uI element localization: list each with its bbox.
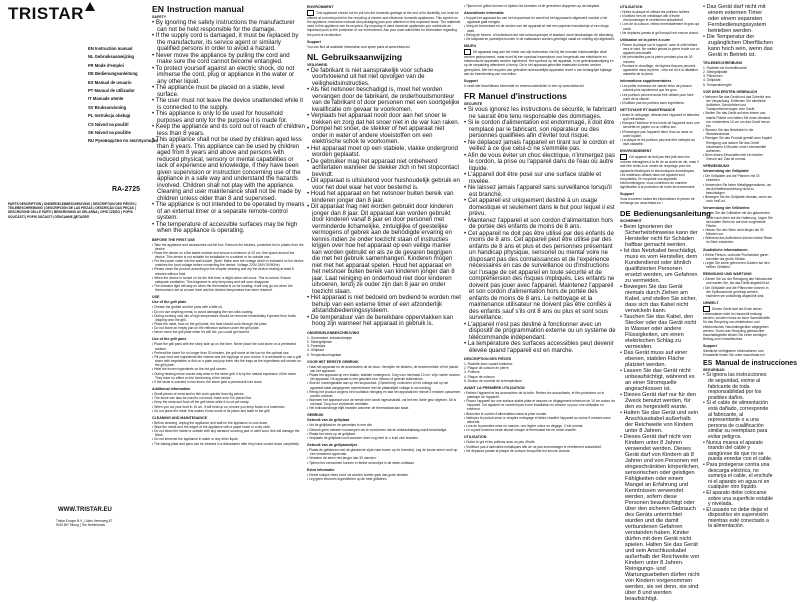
subheading: Zusätzliche Informationen [703,247,748,252]
subheading: Informations supplémentaires [620,79,672,84]
heading: NETTOYAGE ET MAINTENANCE [620,107,676,112]
heading: VEILIGHEID [307,62,328,67]
list-item: • To protect yourself against an electric shock, do not immerse the cord, plug or appliance in the water or any other liquid. [152,66,305,86]
list-item: • Beim Ignorieren der Sicherheitshinweise kann der Hersteller nicht für Schäden haftbar gemacht werden. [620,224,700,248]
list-item: • Para protegerse contra una descarga eléctrica, no sumerja el cable, el enchufe ni el aparato en agua ni en cualquier otro líquido. [703,463,773,491]
list-item: • Het indicatorlampje blijft branden wanneer de thermostaat aan staat. [307,406,461,410]
heading: UMWELT [703,301,719,306]
heading: REINIGUNG UND WARTUNG [703,272,752,277]
list-item: • Put the power cable into the wall socket. (Note: Make sure the voltage which is indicated on the device matches the local voltage before connecting the device. Voltage 220V-240V 50/60Hz) [152,259,305,267]
support-text: Sämtliche verfügbaren Informationen und Ersatzteile finden Sie unter www.tristar.eu! [703,349,765,358]
list-item: • Pendant le chauffage, de légères fissures peuvent apparaître dans la pierre ; cela est dû à la dilatation naturelle de la pierre. [620,64,700,76]
safety-list-en [152,20,305,235]
section-title-de: DE Bedienungsanleitung [620,208,711,218]
list-item: • Never move the appliance by pulling the cord and make sure the cord cannot become entangled. [152,53,305,66]
section-title-es: ES Manual de instrucciones [703,360,798,368]
list-item: • Branchez le cordon d'alimentation dans la prise murale. [464,412,617,416]
list-item: 5. Temperaturregler [703,82,732,87]
list-item: • Verplaats het apparaat nooit door aan het snoer te trekken en zorg dat het snoer niet in de war kan raken. [307,113,461,126]
list-item: • The indicator light will stay on when the thermostat is on for heating; it will only go out when the thermostat is set at a lower level and the desired temperature has been reached. [152,284,305,292]
before-list-fr [464,391,617,433]
list-item: 5. Bouton de contrôle de la température [464,378,523,383]
list-item: • Kleine Fleisch- und/oder Fischstücke garen schneller als große Stücke. [703,253,773,261]
list-item: • N'immergez pas l'appareil dans l'eau ou dans un autre liquide. [620,130,700,138]
list-item: • La plaque et les poêlons peuvent être nettoyés au lave-vaisselle. [620,138,700,146]
list-item: • Wipe the inside and the edges of the appliance with a paper towel or a dry cloth. [152,425,305,429]
list-item: • Take the appliance and accessories out the box. Remove the stickers, protective foil or plastic from the device. [152,243,305,251]
logo-triangle-icon [85,2,95,11]
list-item: • Never move the grill plate when it's still hot; you could get burned. [152,330,305,334]
list-item: • Les petits morceaux de viande et/ou de poisson cuisent plus rapidement que les gros. [620,84,700,92]
list-item: 3. Poêlons [464,370,480,375]
list-item: • Les poêlons peuvent aussi être utilisés pour faire cuire de la viande. [620,93,700,101]
heading: Support [307,39,321,44]
list-item: • De gebruiker mag het apparaat niet onbeheerd achterlaten wanneer de stekker zich in het stopcontact bevindt. [307,159,461,179]
list-item: • Keep the meat and food off the grill stone while it is not yet ready. [152,400,305,404]
toc-item: ES Manual de usuario [88,79,132,85]
list-item: • When the device is turned on for the first time, a slight odour will occur. This is normal. Ensure adequate ventilation. This fragrance is only temporary and will soon disappear. [152,276,305,284]
subheading: Verwendung der Grillplatte [703,169,749,174]
list-item: • Dompel het snoer, de stekker of het apparaat niet onder in water of andere vloeistoffen om een elektrische schok te voorkomen. [307,126,461,146]
list-item: • Leg geen bevroren ingrediënten op de hete grillsteen. [307,477,461,481]
subheading: Use of the grill plate [152,300,187,305]
list-item: • Verwarm de steen niet langer dan 30 minuten. [307,456,461,460]
subheading: Aanvullende informatie [464,11,504,16]
list-item: • Lors de la première mise en marche, une légère odeur se dégage. C'est normal. [464,424,617,428]
list-item: • Huilez le gril et les poêlons avec un peu d'huile. [464,440,617,444]
parts-list-fr [464,362,617,383]
list-item: • Das Gerät muss auf einer ebenen, stabilen Fläche platziert werden. [620,350,700,368]
column-en [152,4,305,571]
subheading: Additional information [152,387,191,392]
list-item: • N'utilisez pas les poêlons sans ingrédients. [620,101,700,105]
list-item: • The stone can also be used to cut meat, make sure it is placed flat. [152,396,305,400]
list-item: • This appliance shall not be used by children aged less than 8 years. This appliance can be used by children aged from 8 years and above and persons with reduced physical, sensory or mental capabilities or lack of experience and knowledge, if they have been given supervision or instruction concerning use of the appliance in a safe way and understand the hazards involved. Children shall not play with the appliance. Cleaning and user maintenance shall not be made by children unless older than 8 and supervised. [152,137,305,202]
list-item: • The appliance is not intended to be operated by means of an external timer or a separate remote-control system. [152,202,305,222]
list-item: • Beim ersten Einschalten tritt ein leichter Geruch auf. Das ist normal. [703,153,773,161]
info-list-de [703,253,773,270]
list-item: • Si el cable de alimentación está dañado, corresponde al fabricante, al representante o a una persona de cualificación similar su reemplazo para evitar peligros. [703,401,773,440]
list-item: • During cooking only oils of high temperature should be removed immediately if grease from foods dripping onto the grill. [152,314,305,322]
heading: Support [703,344,717,349]
tristar-logo: TRISTAR [8,4,95,24]
list-item: 3. Pannetjes [307,344,326,349]
heading: VERWENDUNG [703,164,730,169]
list-item: • Ne laissez jamais l'appareil sans surveillance lorsqu'il est branché. [464,185,617,198]
list-item: • Tijdens het verwarmen kunnen er kleine scheurtjes in de steen ontstaan. [307,461,461,465]
list-item: • Ist das Netzkabel beschädigt, muss es vom Hersteller, dem Kundendienst oder ähnlich qualifizierten Personen ersetzt werden, um Gefahren zu vermeiden. [620,248,700,284]
heading: UTILISATION [464,435,487,440]
support-text: U vindt alle beschikbare informatie en reserveonderdelen in een op www.tristar.eu! [464,83,585,88]
contact-address [56,519,150,528]
list-item: • Plaats het apparaat op een vlakke, stabiele ondergrond. Zorg voor minimaal 10 cm. vrije ruimte rondom het apparaat. Dit apparaat is niet geschikt voor inbouw of gebruik buitenshuis. [307,373,461,381]
list-item: 4. Grillplatte [703,78,721,83]
list-item: • This appliance is only to be used for household purposes and only for the purpose it is made for. [152,111,305,124]
list-item: • Vet de grillplaat en de pannetjes in met olie. [307,423,461,427]
heading: DESCRIPTION DES PIÈCES [464,357,512,362]
list-item: • Ne déplacez jamais l'appareil en tirant sur le cordon et veillez à ce que celui-ci ne s'emmêle pas. [464,140,617,153]
list-item: • If the supply cord is damaged, it must be replaced by the manufacturer, its service agent or similarly qualified persons in order to avoid a hazard. [152,33,305,53]
list-item: 1. Raclette avec voyant lumineux [464,362,513,367]
heading: Support [464,78,478,83]
address-line: Tristar Europe B.V. | Jules Verneweg 87 [56,519,113,523]
stone-list-de [703,211,773,244]
heading: AVANT LA PREMIÈRE UTILISATION [464,385,525,390]
list-item: • Reinig de binnen- of buitenkant niet met schuursponsjes of staalwol, deze beschadigen de afwerking. [464,33,617,37]
list-item: 1. Gourmetset, indicatorlampje [307,335,352,340]
list-item: • Do not immerse the appliance in water or any other liquid. [152,437,305,441]
subheading: Extra informatie [307,467,335,472]
list-item: • Avant le nettoyage, débranchez l'appareil et attendez qu'il refroidisse. [620,113,700,121]
list-item: • Do not place the meat; this makes it lose some of its juices and taste to the grill. [152,409,305,413]
list-item: • When you cut your food in 15 cm. it will heat up so; ensure you keep foods to a maximum. [152,405,305,409]
list-item: • Houd het apparaat en het netsnoer buiten bereik van kinderen jonger dan 8 jaar. [307,191,461,204]
list-item: • De fabrikant is niet aansprakelijk voor schade voortvloeiend uit het niet opvolgen van de veiligheidsinstructies. [307,68,461,88]
cleaning-list-nl [464,16,617,41]
list-item: • Si vous ignorez les instructions de sécurité, le fabricant ne saurait être tenu responsable des dommages. [464,107,617,120]
weee-bin-icon: Dieses Gerät darf am Ende seiner Lebensdauer nicht im Hausmüll entsorgt werden, sondern muss an einer Sammelstelle für das Recycling von elektrischen und elektronischen Haushaltsgeräten abgegeben werden. Durch das Recycling gebrauchter Haushaltsgeräte leisten Sie einen wichtigen Beitrag zum Umweltschutz. [703,306,773,341]
list-item: • Gebruik geen metalen voorwerpen om te voorkomen dat de antiaanbaklaag wordt beschadigd. [307,428,461,432]
heading: SEGURIDAD [703,368,725,373]
list-item: • Lassen Sie das Gerät nicht unbeaufsichtigt, während es an einer Stromquelle angeschlossen ist. [620,368,700,392]
toc-item: IT Manuale utente [88,96,124,102]
grill-list-en [152,305,305,334]
list-item: • Dit apparaat is uitsluitend voor huishoudelijk gebruik en voor het doel waar het voor bestemd is. [307,178,461,191]
list-item: • Cet appareil ne doit pas être utilisé par des enfants de moins de 8 ans. Cet appareil peut être utilisé par des enfants de 8 ans et plus et des personnes présentant un handicap physique, sensoriel ou mental voire ne disposant pas des connaissances et de l'expérience nécessaires en cas de surveillance ou d'instructions sur l'usage de cet appareil en toute sécurité et de compréhension des risques impliqués. Les enfants ne doivent pas jouer avec l'appareil. Maintenez l'appareil et son cordon d'alimentation hors de portée des enfants de moins de 8 ans. Le nettoyage et la maintenance utilisateur ne doivent pas être confiés à des enfants sauf s'ils ont 8 ans ou plus et sont sous surveillance. [464,231,617,322]
toc-item: PL Instrukcja obsługi [88,113,131,119]
heading: USE [152,295,160,300]
list-item: • Essuyez l'intérieur et les bords de l'appareil avec une serviette en papier ou un chiffon sec. [620,121,700,129]
list-item: • Verplaats de grillplaat nooit wanneer deze nog heet is; u kunt zich branden. [307,436,461,440]
list-item: • Fill your food and ingredients like cheese and the toppings of your choice. It is advisable to use a grill stone with vegetables or fish on a plate and pop them into the trays as the ingredients will remain on the grill plate. [152,355,305,367]
heading: VOR DEM ERSTEN GEBRAUCH [703,89,758,94]
list-item: • El usuario no debe dejar el dispositivo sin supervisión mientras esté conectado a la alimentación. [703,508,773,530]
list-item: • Veeg de binnenkant en de randen van het apparaat af met een papieren handdoekje of een droge doek. [464,24,617,32]
list-item: • L'appareil n'est pas destiné à fonctionner avec un dispositif de programmation externe ou un système de télécommande indépendant. [464,322,617,342]
weee-bin-icon: Dit apparaat mag aan het einde van zijn levensduur niet bij het normale huishoudelijke afval worden gedeponeerd, maar moet bij een speciaal inzamelpunt voor hergebruik van elektrische en elektronische apparaten worden ingeleverd. Het symbool op het apparaat, in de gebruiksaanwijzing en op de verpakking attendeert u hierop. De in het apparaat gebruikte materialen kunnen worden gerecycled. Met het recyclen van gebruikte huishoudelijke apparaten levert u een belangrijke bijdrage aan de bescherming van ons milieu. [464,49,617,76]
list-item: • The user must not leave the device unattended while it is connected to the supply. [152,98,305,111]
list-item: • Dieses Gerät darf nicht von Kindern unter 8 Jahren verwendet werden. Dieses Gerät darf von Kindern ab 8 Jahren und von Personen mit eingeschränkten körperlichen, sensorischen oder geistigen Fähigkeiten oder einem Mangel an Erfahrung und Kenntnissen verwendet werden, sofern diese Personen beaufsichtigt oder über den sicheren Gebrauch des Geräts unterrichtet wurden und die damit verbundenen Gefahren verstanden haben. Kinder dürfen mit dem Gerät nicht spielen. Halten Sie das Gerät und sein Anschlusskabel außerhalb der Reichweite von Kindern unter 8 Jahren. Reinigungs- und Wartungsarbeiten dürfen nicht von Kindern vorgenommen werden, sie sei denn, sie sind über 8 und werden beaufsichtigt. [620,434,700,602]
section-title-nl: NL Gebruiksaanwijzing [307,51,403,62]
list-item: • Do not leave an empty pan on the reflection surface under the grill plate. [152,326,305,330]
support-text: You can find all available information and spare parts at www.tristar.eu! [307,44,411,49]
list-item: • By ignoring the safety instructions the manufacturer can not be held responsible for the damage. [152,20,305,33]
use-list-fr [464,440,617,452]
list-item: • Kleine stukjes vlees en/of vis worden sneller gaar dan grote stukken. [307,473,461,477]
list-item: • Wanneer het apparaat voor de eerste keer wordt ingeschakeld, zal het een lichte geur afgeven. Dit is normaal. Zorg voor voldoende ventilatie. [307,398,461,406]
list-item: • Cet appareil est uniquement destiné à un usage domestique et seulement dans le but pour lequel il est prévu. [464,198,617,218]
section-title-fr: FR Manuel d'instructions [464,91,567,102]
heading: SICHERHEIT [620,218,642,223]
list-item: • Place the grill pans with the shiny side up on the farm. Never place the cold stone on a preheated surface. [152,342,305,350]
list-item: • Retirez l'appareil et les accessoires de la boîte. Retirez les autocollants, le film protecteur ou le plastique de l'appareil. [464,391,617,399]
list-item: • Do not clean the inside or outside with any abrasive scouring pad or steel wool, this will damage the finish. [152,429,305,437]
subheading: Utilisation de la pierre à cuire [620,37,671,42]
heading: MILIEU [464,44,477,49]
list-item: 2. Plaque de cuisson en pierre [464,366,509,371]
list-item: • Verwenden Sie keine Metallgegenstände, um die Antihaftbeschichtung nicht zu beschädigen. [703,183,773,195]
list-item: • Haal het apparaat en de accessoires uit de doos. Verwijder de stickers, de beschermfolie of het plastic van het apparaat. [307,365,461,373]
list-item: • Ne préchauffez pas la pierre pendant plus de 30 minutes. [620,55,700,63]
list-item: • Als het netsnoer beschadigd is, moet het worden vervangen door de fabrikant, de onderhoudsmonteur van de fabrikant of door personen met een soortgelijke kwalificatie om gevaar te voorkomen. [307,87,461,113]
support-text: Vous trouverez toutes les informations et pièces de rechange sur www.tristar.eu ! [620,197,695,206]
list-item: • N'utilisez pas d'ustensiles métalliques afin de ne pas endommager le revêtement antiadhésif. [464,445,617,449]
list-item: • Heizen Sie den Stein nicht länger als 30 Minuten vor. [703,228,773,236]
list-item: 5. Temperatuurregelaar [307,352,342,357]
list-item: • Dit apparaat mag niet worden gebruikt door kinderen jonger dan 8 jaar. Dit apparaat kan worden gebruikt door kinderen vanaf 8 jaar en door personen met verminderde lichamelijke, zintuiglijke of geestelijke vermogens of gebrek aan de benodigde ervaring en kennis indien ze onder toezicht staan of instructies krijgen over hoe het apparaat op een veilige manier kan worden gebruikt en als ze de gevaren begrijpen die met het gebruik samenhangen. Kinderen mogen niet met het apparaat spelen. Houd het apparaat en het netsnoer buiten bereik van kinderen jonger dan 8 jaar. Laat reiniging en onderhoud niet door kinderen uitvoeren, tenzij ze ouder zijn dan 8 jaar en onder toezicht staan. [307,204,461,295]
list-item: • Small pieces of meat and/or fish cook quicker than big pieces. [152,392,305,396]
list-item: • Die Grillplatte und die Pfannen mit Öl einreiben. [703,174,773,182]
heading: CLEANING AND MAINTENANCE [152,415,207,420]
safety-list-de [620,224,700,602]
list-item: • The baking plate and pans can be cleaned in a dishwasher after they have cooled down completely. [152,442,305,446]
list-item: • Während des Aufheizens können kleine Risse im Stein entstehen. [703,236,773,244]
list-item: • Reinigen Sie das Produkt gemäß dem Kapitel Reinigung und lassen Sie das Gerät mindestens 5 Minuten ohne Lebensmittel aufheizen. [703,136,773,153]
subheading: Gebruik van de grillpannetjes [307,443,358,448]
list-item: • Ziehen Sie vor der Reinigung den Netzstecker und warten Sie, bis das Gerät abgekühlt ist. [703,277,773,285]
weee-bin-icon: Cet appareil ne doit pas être jeté avec les ordures ménagères à la fin de sa durée de vie, mais il doit être remis à un centre de recyclage pour les appareils électriques et électroniques domestiques. Les matériaux utilisés dans cet appareil sont recyclables. En recyclant vos appareils électroménagers, vous contribuez de manière significative à la protection de notre environnement. [620,155,699,190]
list-item: • Do not use anything metal, to avoid damaging the non-stick coating. [152,310,305,314]
list-item: 1. Raclette mit Kontrollleuchte [703,66,747,70]
heading: GEBRUIK [307,413,324,418]
use-list-fr-cont [620,10,700,35]
parts-description-heading: PARTS DESCRIPTION | ONDERDELENBESCHRIJVING | DESCRIPTION DES PIÈCES | TEILEBESCHREIBUNG | DESCRIPCIÓN DE LAS PIEZAS | DESCRIÇÃO DAS PEÇAS | DESCRIZIONE DELLE PARTI | BESKRIVNING AV DELARNA | OPIS CZĘŚCI | POPIS SOUČÁSTÍ | POPIS SÚČASTÍ | ОПИСАНИЕ ДЕТАЛЕЙ [8,202,137,219]
list-item: • El aparato debe colocarse sobre una superficie estable y nivelada. [703,491,773,508]
address-line: 5015 BH Tilburg | The Netherlands [56,523,105,528]
list-item: • Si le cordon d'alimentation est endommagé, il doit être remplacé par le fabricant, son réparateur ou des personnes qualifiées afin d'éviter tout risque. [464,120,617,140]
list-item: • If the stone is cracked in two times, the stone gets a permanent hair crack. [152,380,305,384]
parts-list-de [703,66,773,87]
heading: Support [620,192,634,197]
list-item: • Heat the frozen ingredients on the hot grill stones. [152,367,305,371]
list-item: • Het apparaat moet op een stabiele, vlakke ondergrond worden geplaatst. [307,146,461,159]
list-item: • Plaats de grillstenen met de glanzende zijde naar boven op de boerderij. Leg de koude steen nooit op een verwarmd oppervlak. [307,448,461,456]
list-item: • Nehmen Sie das Gerät und das Zubehör aus der Verpackung. Entfernen Sie sämtliche Aufkleber, Schutzfolien und Transportsicherungen vom Gerät. [703,95,773,112]
extra-list-nl [307,473,461,481]
pans-list-nl [307,448,461,465]
list-item: • Legen Sie die Grillsteine mit der glänzenden Seite nach oben auf die Halterung. Legen Sie den kalten Stein nie auf eine vorgeheizte Fläche. [703,211,773,228]
grill-list-nl [307,423,461,440]
before-list-nl [307,365,461,411]
list-item: • Place the meat, food on the grill plate, the heat should cook through the plate. [152,322,305,326]
list-item: • Maintenez l'appareil et son cordon d'alimentation hors de portée des enfants de moins de 8 ans. [464,218,617,231]
list-item: • Tauchen Sie das Kabel, den Stecker oder das Gerät nicht in Wasser oder andere Flüssigkeiten, um einen elektrischen Schlag zu vermeiden. [620,314,700,350]
list-item: • Bewegen Sie das Gerät niemals durch Ziehen am Kabel, und stellen Sie sicher, dass sich das Kabel nicht verwickeln kann. [620,284,700,314]
list-item: • Placez l'appareil sur une surface stable plate et assurez un dégagement minimum de 10 cm autour de l'appareil. Cet appareil ne convient pas à une installation en armoire ou pour une utilisation en extérieur. [464,399,617,411]
list-item: • Ne déplacez jamais la plaque de cuisson lorsqu'elle est encore chaude. [464,449,617,453]
list-item: • N'utilisez rien de métallique afin d'éviter d'endommager le revêtement antiadhésif. [620,14,700,22]
stone-list-fr [620,43,700,76]
list-item: • Tijdens het grillen kunnen er tijdens het bereiden of de gerechten druppelen op de bakplaat. [464,4,617,8]
heading: UTILISATION [620,5,643,9]
weee-bin-icon: This appliance should not be put into the domestic garbage at the end of its durability, but must be offered at a central point for the recycling of electric and electronic domestic appliances. This symbol on the appliance, instruction manual and packaging puts your attention to this important issue. The materials used in this appliance can be recycled. By recycling of used domestic appliances you contribute an important push to the protection of our environment. Ask your local authorities for information regarding the point of recollection. [307,10,461,37]
heading: ONDERDELENBESCHRIJVING [307,330,360,335]
list-item: • Bewegen Sie die Grillplatte niemals, wenn sie noch heiß ist. [703,195,773,203]
list-item: • The temperature of accessible surfaces may be high when the appliance is operating. [152,222,305,235]
list-item: 3. Pfännchen [703,74,723,79]
nl-continued [464,4,617,8]
list-item: • Sluit de voedingskabel aan op het stopcontact. (Opmerking: controleer of het voltage dat op het apparaat staat aangegeven overeenkomt met de plaatselijke voltage in uw woning) [307,381,461,389]
toc-item: EN Instruction manual [88,46,133,51]
list-item: • De bakplaat en pannetjes kunnen in de vaatwasser worden gereinigd nadat ze volledig zijn afgekoeld. [464,37,617,41]
section-title-en: EN Instruction manual [152,4,244,14]
list-item: • Lors de la cuisson, retirez immédiatement le gras qui coule. [620,22,700,30]
list-item: • Stecken Sie das Netzkabel in die Wandsteckdose. [703,128,773,136]
subheading: Use of the grill pans [152,337,187,342]
toc-item: FR Mode d'emploi [88,62,124,68]
parts-list-nl [307,336,461,357]
toc-item: SK Návod na použitie [88,130,131,136]
safety-list-es [703,373,773,530]
toc-item: RU Руководство по эксплуатации [88,138,158,144]
subheading: Verwendung der Grillsteine [703,206,750,211]
column-de [620,4,798,602]
subheading: Gebruik van de grillplaat [307,418,349,423]
list-item: • Koppel het apparaat los van het stopcontact en wacht tot het apparaat is afgekoeld voordat u het apparaat gaat reinigen. [464,16,617,24]
before-list-de [703,95,773,162]
toc-item: CS Návod na použití [88,121,129,127]
column-nl [307,4,461,571]
safety-list-nl [307,68,461,328]
heading: SÉCURITÉ [464,102,483,107]
list-item: 2. Steengrillplaat [307,340,332,345]
list-item: • Halten Sie das Gerät und sein Anschlusskabel außerhalb der Reichweite von Kindern unter 8 Jahren. [620,410,700,434]
list-item: • Afin de vous éviter un choc électrique, n'immergez pas le cordon, la prise ou l'appareil dans de l'eau ou autre liquide. [464,153,617,173]
list-item: 4. Grillplaat [307,348,324,353]
heading: ENVIRONMENT [307,5,334,9]
list-item: • The appliance must be placed on a stable, level surface. [152,85,305,98]
list-item: • Before cleaning, unplug the appliance and wait for the appliance to cool down. [152,421,305,425]
grill-list-de [703,174,773,203]
list-item: • Dieses Gerät darf nur für den Zweck benutzt werden, für den es hergestellt wurde. [620,392,700,410]
list-item: • Please clean the product according to the chapter cleaning and dry the device heating at least 5 minutes without food. [152,267,305,275]
list-item: • Preheat the stone for no longer than 30 minutes, the grill stone at the low for the optimal use. [152,351,305,355]
list-item: 2. Steingrillplatte [703,70,728,75]
list-item: • La température des surfaces accessibles peut devenir élevée quand l'appareil est en marche. [464,341,617,354]
language-index [88,45,158,146]
cleaning-list-de [703,277,773,298]
list-item: • Het apparaat is niet bedoeld om bediend te worden met behulp van een externe timer of een afzonderlijk afstandsbedieningssysteem. [307,295,461,315]
list-item: • Die Temperatur der zugänglichen Oberflächen kann hoch sein, wenn das Gerät in Betrieb ist. [703,34,773,58]
heading: VOOR HET EERSTE GEBRUIK [307,359,359,364]
list-item: • Das Gerät darf nicht mit einem externen Timer oder einem separaten Fernbedienungssystem betrieben werden. [703,4,773,34]
toc-item: DE Bedienungsanleitung [88,71,138,77]
de-right-half [703,4,798,530]
list-item: • Plaats het vlees op de grillplaat. [307,432,461,436]
column-fr [464,4,617,571]
cleaning-list-en [152,421,305,446]
list-item: • During heating minor cracks may arise in the stone grill; it is by the natural expansion of the stone. They have no effect on the functioning of the device. [152,372,305,380]
list-item: • Grease the griddle and the pans with a little oil. [152,305,305,309]
list-item: • Nettoyez le produit selon le chapitre nettoyage et faites chauffer l'appareil au moins 5 minutes sans aliments. [464,416,617,424]
toc-item: NL Gebruiksaanwijzing [88,54,134,60]
heading: SAFETY [152,15,167,19]
list-item: • Legen Sie keine gefrorenen Zutaten auf den heißen Grillstein. [703,261,773,269]
safety-list-de-cont [703,4,773,58]
list-item: • Si ignora las instrucciones de seguridad, exime al fabricante de toda responsabilidad por los posibles daños. [703,373,773,401]
list-item: • Nunca mueva el aparato tirando del cable y asegúrese de que no se pueda enredar con el cable. [703,441,773,463]
list-item: • Placez la plaque sur le support, avec le côté brillant vers le haut. Ne mettez jamais la pierre froide sur un appareil préchauffé. [620,43,700,55]
pans-list-en [152,342,305,384]
list-item: • Stellen Sie das Gerät auf eine ebene und stabile Fläche und halten Sie einen Abstand von mindestens 10 cm um das Gerät herum ein. [703,111,773,128]
list-item: • L'appareil doit être posé sur une surface stable et nivelée. [464,172,617,185]
heading: TEILEBESCHREIBUNG [703,61,743,65]
website: WWW.TRISTAR.EU [58,507,112,513]
toc-item: SV Bruksanvisning [88,104,127,110]
heading: BEFORE THE FIRST USE [152,237,195,242]
cleaning-list-fr [620,113,700,146]
list-item: • Place the device on a flat stable surface and ensure a minimum of 10 cm. free space around the device. This device is not suitable for installation in a cabinet or for outside use. [152,251,305,259]
model-number: RA-2725 [112,186,141,193]
safety-list-fr [464,107,617,354]
before-list-en [152,243,305,293]
heading: ENVIRONNEMENT [620,149,652,154]
list-item: • Reinig het product volgens het hoofdstuk reiniging en laat het apparaat ten minste 5 minuten opwarmen zonder voedsel. [307,390,461,398]
list-item: • Huilez la plaque et utilisez les poêlons huilées. [620,10,700,14]
list-item: • Keep the appliance and its cord out of reach of children less than 8 years. [152,124,305,137]
list-item: • De temperatuur van de bereikbare oppervlakken kan hoog zijn wanneer het apparaat in gebruik is. [307,315,461,328]
list-item: • Ne déplacez jamais le gril lorsqu'il est encore chaud. [620,31,700,35]
toc-item: PT Manual de utilizador [88,88,135,94]
list-item: • Le voyant lumineux reste allumé lorsque le thermostat est en mode chauffe. [464,428,617,432]
additional-list-en [152,392,305,413]
info-list-fr [620,84,700,105]
list-item: • Die Grillplatte und die Pfännchen können in der Spülmaschine gereinigt werden, nachdem sie vollständig abgekühlt sind. [703,286,773,298]
list-item: 4. Plaque de cuisson [464,374,495,379]
